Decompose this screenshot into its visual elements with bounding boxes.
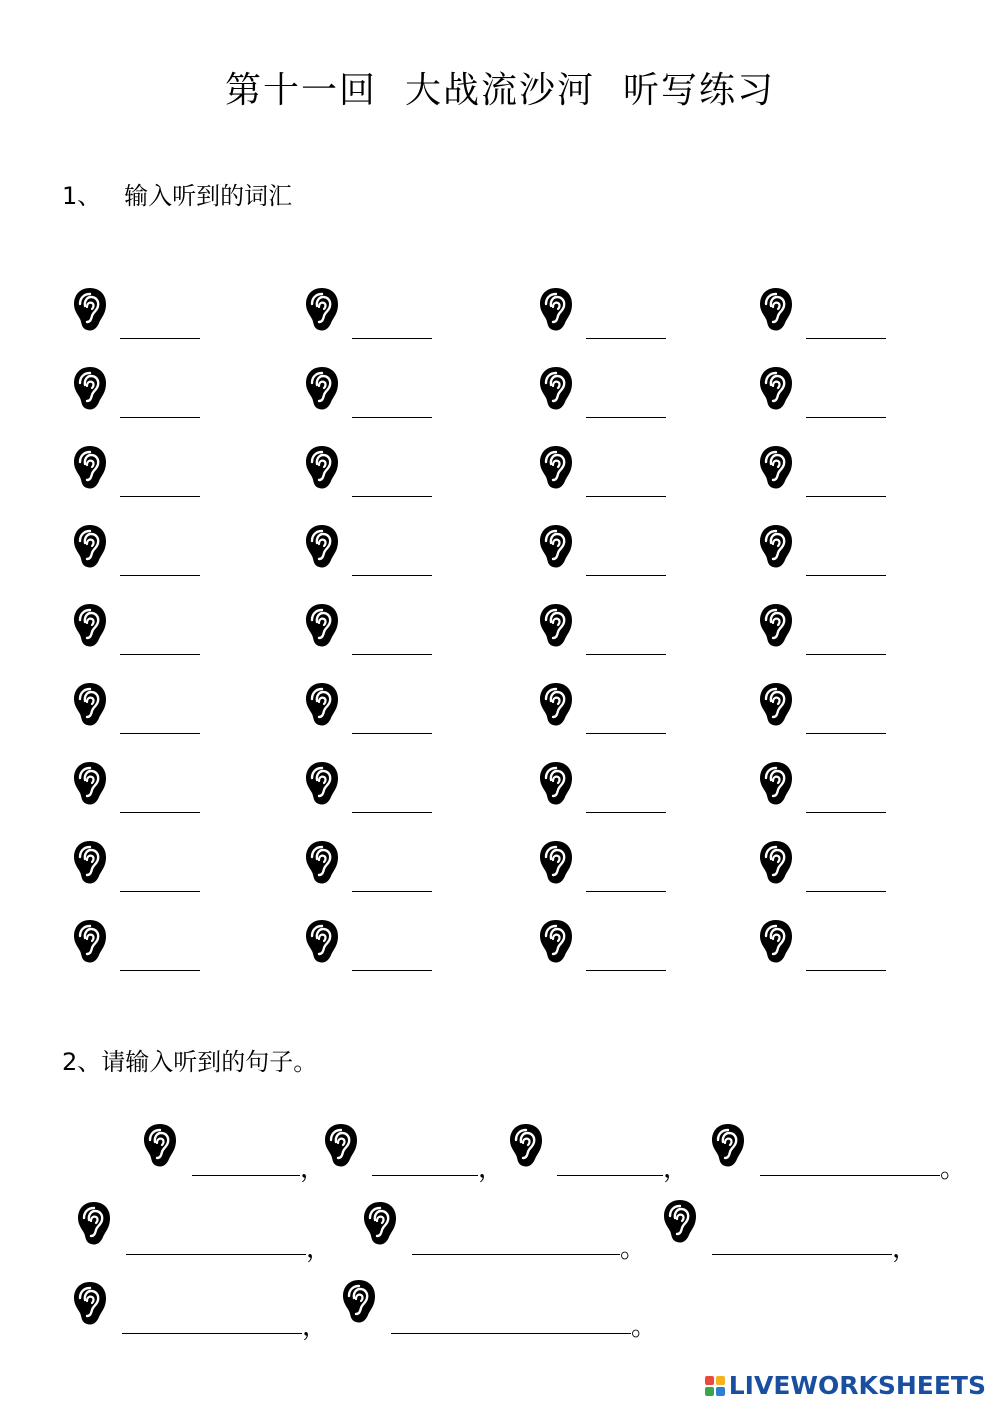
vocab-ear-icon[interactable] xyxy=(538,760,574,806)
vocab-ear-icon[interactable] xyxy=(72,681,108,727)
title-story: 大战流沙河 xyxy=(404,70,595,111)
title-chapter: 第十一回 xyxy=(224,70,377,111)
sentence-answer-field[interactable] xyxy=(126,1254,306,1255)
sentence-punctuation: ， xyxy=(478,1154,505,1184)
sentence-answer-field[interactable] xyxy=(760,1175,940,1176)
sentence-answer-field[interactable] xyxy=(372,1175,478,1176)
vocab-ear-icon[interactable] xyxy=(304,760,340,806)
sentence-punctuation: ， xyxy=(892,1234,919,1264)
vocab-answer-field[interactable] xyxy=(806,496,886,497)
sentence-ear-icon[interactable] xyxy=(76,1200,112,1246)
vocab-answer-field[interactable] xyxy=(120,891,200,892)
vocab-answer-field[interactable] xyxy=(806,970,886,971)
vocab-answer-field[interactable] xyxy=(352,654,432,655)
vocab-ear-icon[interactable] xyxy=(72,602,108,648)
vocab-answer-field[interactable] xyxy=(352,417,432,418)
vocab-answer-field[interactable] xyxy=(806,338,886,339)
vocab-ear-icon[interactable] xyxy=(304,523,340,569)
vocab-ear-icon[interactable] xyxy=(538,602,574,648)
sentence-ear-icon[interactable] xyxy=(362,1200,398,1246)
vocab-answer-field[interactable] xyxy=(586,338,666,339)
vocab-ear-icon[interactable] xyxy=(538,365,574,411)
logo-text: LIVEWORKSHEETS xyxy=(728,1371,986,1400)
logo-icon xyxy=(705,1376,725,1396)
vocab-answer-field[interactable] xyxy=(806,654,886,655)
vocab-ear-icon[interactable] xyxy=(72,444,108,490)
vocab-answer-field[interactable] xyxy=(586,654,666,655)
vocab-ear-icon[interactable] xyxy=(538,444,574,490)
vocab-answer-field[interactable] xyxy=(806,733,886,734)
vocab-ear-icon[interactable] xyxy=(758,365,794,411)
vocab-ear-icon[interactable] xyxy=(304,918,340,964)
vocab-answer-field[interactable] xyxy=(352,891,432,892)
vocab-answer-field[interactable] xyxy=(586,812,666,813)
vocab-answer-field[interactable] xyxy=(352,575,432,576)
sentence-punctuation: 。 xyxy=(631,1312,658,1342)
vocab-ear-icon[interactable] xyxy=(538,918,574,964)
vocab-answer-field[interactable] xyxy=(352,338,432,339)
sentence-answer-field[interactable] xyxy=(192,1175,300,1176)
vocab-ear-icon[interactable] xyxy=(304,365,340,411)
vocab-answer-field[interactable] xyxy=(806,575,886,576)
vocab-answer-field[interactable] xyxy=(120,417,200,418)
section-1-heading: 1、 输入听到的词汇 xyxy=(62,182,293,210)
vocab-answer-field[interactable] xyxy=(806,891,886,892)
vocab-ear-icon[interactable] xyxy=(72,918,108,964)
vocab-answer-field[interactable] xyxy=(806,417,886,418)
page-title xyxy=(0,62,1000,113)
vocab-ear-icon[interactable] xyxy=(72,286,108,332)
sentence-punctuation: 。 xyxy=(940,1154,967,1184)
vocab-answer-field[interactable] xyxy=(120,496,200,497)
vocab-ear-icon[interactable] xyxy=(758,839,794,885)
vocab-answer-field[interactable] xyxy=(120,812,200,813)
vocab-answer-field[interactable] xyxy=(586,970,666,971)
title-task: 听写练习 xyxy=(623,70,776,111)
vocab-ear-icon[interactable] xyxy=(304,444,340,490)
vocab-answer-field[interactable] xyxy=(120,575,200,576)
vocab-ear-icon[interactable] xyxy=(758,681,794,727)
vocab-answer-field[interactable] xyxy=(586,891,666,892)
vocab-ear-icon[interactable] xyxy=(758,523,794,569)
vocab-answer-field[interactable] xyxy=(352,733,432,734)
vocab-ear-icon[interactable] xyxy=(538,523,574,569)
sentence-ear-icon[interactable] xyxy=(323,1122,359,1168)
sentence-answer-field[interactable] xyxy=(712,1254,892,1255)
sentence-ear-icon[interactable] xyxy=(508,1122,544,1168)
vocab-answer-field[interactable] xyxy=(120,733,200,734)
sentence-answer-field[interactable] xyxy=(412,1254,620,1255)
vocab-ear-icon[interactable] xyxy=(538,839,574,885)
vocab-ear-icon[interactable] xyxy=(304,602,340,648)
vocab-answer-field[interactable] xyxy=(586,496,666,497)
liveworksheets-logo xyxy=(705,1371,986,1400)
vocab-ear-icon[interactable] xyxy=(538,681,574,727)
vocab-ear-icon[interactable] xyxy=(304,286,340,332)
vocab-ear-icon[interactable] xyxy=(72,523,108,569)
vocab-answer-field[interactable] xyxy=(352,812,432,813)
vocab-ear-icon[interactable] xyxy=(72,760,108,806)
sentence-punctuation: ， xyxy=(300,1154,327,1184)
vocab-ear-icon[interactable] xyxy=(758,918,794,964)
vocab-ear-icon[interactable] xyxy=(72,839,108,885)
sentence-ear-icon[interactable] xyxy=(662,1198,698,1244)
sentence-punctuation: ， xyxy=(302,1312,329,1342)
vocab-ear-icon[interactable] xyxy=(304,839,340,885)
sentence-answer-field[interactable] xyxy=(557,1175,663,1176)
vocab-answer-field[interactable] xyxy=(586,575,666,576)
sentence-punctuation: ， xyxy=(663,1154,690,1184)
sentence-ear-icon[interactable] xyxy=(710,1122,746,1168)
vocab-ear-icon[interactable] xyxy=(758,760,794,806)
vocab-ear-icon[interactable] xyxy=(304,681,340,727)
vocab-ear-icon[interactable] xyxy=(72,365,108,411)
vocab-answer-field[interactable] xyxy=(352,496,432,497)
sentence-ear-icon[interactable] xyxy=(142,1122,178,1168)
sentence-ear-icon[interactable] xyxy=(341,1278,377,1324)
sentence-punctuation: ， xyxy=(306,1234,333,1264)
vocab-ear-icon[interactable] xyxy=(758,444,794,490)
vocab-ear-icon[interactable] xyxy=(538,286,574,332)
vocab-answer-field[interactable] xyxy=(352,970,432,971)
sentence-punctuation: 。 xyxy=(620,1234,647,1264)
sentence-ear-icon[interactable] xyxy=(72,1280,108,1326)
vocab-answer-field[interactable] xyxy=(586,417,666,418)
sentence-answer-field[interactable] xyxy=(122,1333,302,1334)
vocab-ear-icon[interactable] xyxy=(758,602,794,648)
vocab-answer-field[interactable] xyxy=(586,733,666,734)
section-2-heading: 2、请输入听到的句子。 xyxy=(62,1048,318,1076)
vocab-answer-field[interactable] xyxy=(806,812,886,813)
sentence-answer-field[interactable] xyxy=(391,1333,631,1334)
vocab-answer-field[interactable] xyxy=(120,654,200,655)
vocab-answer-field[interactable] xyxy=(120,970,200,971)
vocab-answer-field[interactable] xyxy=(120,338,200,339)
vocab-ear-icon[interactable] xyxy=(758,286,794,332)
